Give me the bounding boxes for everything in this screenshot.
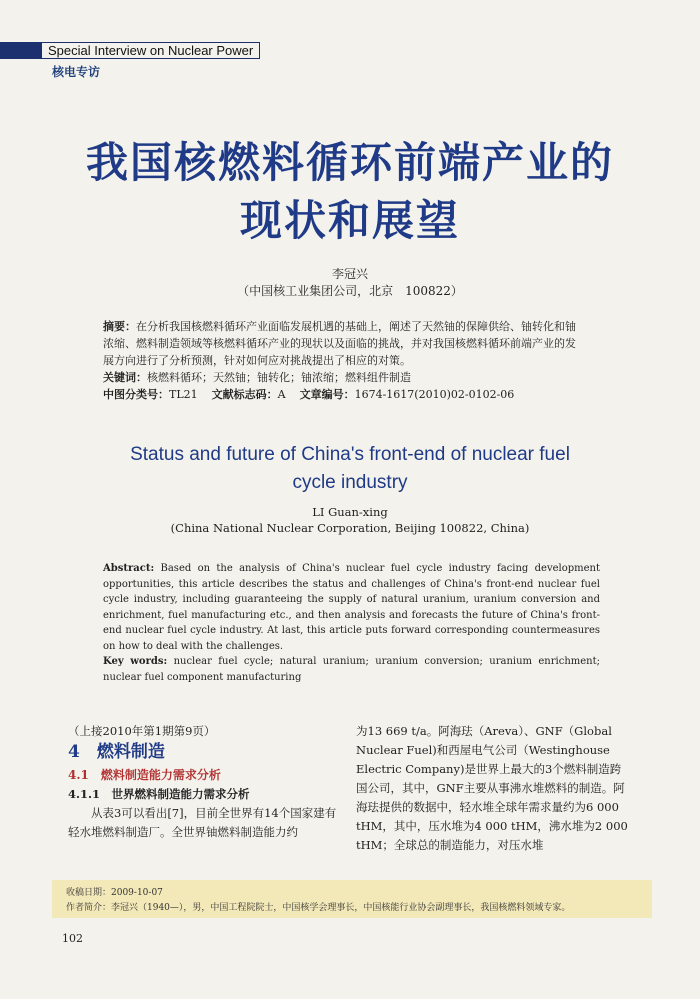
english-affiliation: (China National Nuclear Corporation, Beijing 100822, China) (170, 521, 530, 535)
subsection-heading: 4.1 燃料制造能力需求分析 (68, 768, 221, 782)
abstract-en-label: Abstract: (103, 563, 155, 574)
class-value: TL21 (169, 388, 198, 401)
article-number-label: 文章编号： (299, 388, 355, 401)
continued-note: （上接2010年第1期第9页） (68, 724, 216, 738)
english-keywords: Key words: nuclear fuel cycle; natural uranium; uranium conversion; uranium enrichment; nuclear fuel component manufacturing (103, 656, 600, 683)
chinese-title-line-2: 现状和展望 (239, 196, 460, 245)
header-color-block (0, 42, 42, 59)
chinese-author: 李冠兴 (331, 267, 368, 281)
page-number: 102 (62, 932, 83, 945)
english-abstract: Abstract: Based on the analysis of China's nuclear fuel cycle industry facing development opportunities, this article describes the status and challenges of China's front-end nuclear fuel cycle industry, including guaranteeing the supply of natural uranium, uranium conversion and enrichment, fuel manufacturing etc., and then analysis and forecasts the future of China's front-end nuclear fuel cycle industry. At last, this article puts forward corresponding countermeasures on how to deal with the challenges. (103, 563, 600, 652)
english-title-line-1: Status and future of China's front-end of nuclear fuel (130, 444, 570, 465)
column-subtitle: 核电专访 (52, 65, 101, 79)
keywords-en-label: Key words: (103, 656, 168, 667)
english-title-line-2: cycle industry (292, 472, 408, 493)
column-header-bar (0, 42, 290, 59)
chinese-affiliation: （中国核工业集团公司，北京 100822） (237, 284, 463, 298)
chinese-keywords: 关键词：核燃料循环；天然铀；铀转化；铀浓缩；燃料组件制造 (103, 371, 411, 384)
chinese-abstract-line: 浓缩、燃料制造领域等核燃料循环产业的现状以及面临的挑战，并对我国核燃料循环前端产业的发 (103, 337, 576, 350)
body-paragraph: 从表3可以看出[7]，目前全世界有14个国家建有轻水堆燃料制造厂。全世界铀燃料制造能力约 (68, 806, 337, 839)
class-label: 中图分类号： (103, 388, 169, 401)
classification-line (103, 386, 608, 403)
article-number-value: 1674-1617(2010)02-0102-06 (354, 388, 515, 401)
author-footnote (52, 880, 652, 918)
chinese-abstract-line: 展方向进行了分析预测，针对如何应对挑战提出了相应的对策。 (103, 354, 411, 367)
chinese-title-line-1: 我国核燃料循环前端产业的 (85, 138, 614, 187)
author-bio: 作者简介：李冠兴（1940—），男，中国工程院院士，中国核学会理事长，中国核能行业协会副理事长，我国核燃料领域专家。 (66, 903, 571, 913)
section-heading: 4 燃料制造 (68, 742, 165, 762)
chinese-abstract-line: 摘要：在分析我国核燃料循环产业面临发展机遇的基础上，阐述了天然铀的保障供给、铀转化和铀 (103, 320, 576, 333)
column-title: Special Interview on Nuclear Power (42, 42, 260, 59)
doc-code-value: A (277, 388, 286, 401)
english-author: LI Guan-xing (312, 505, 388, 519)
chinese-abstract-block (103, 318, 608, 403)
body-paragraph: 为13 669 t/a。阿海珐（Areva）、GNF（Global Nuclear Fuel)和西屋电气公司（Westinghouse Electric Company)是世界上最大的3个燃料制造跨国公司，其中，GNF主要从事沸水堆燃料的制造。阿海珐提供的数据中，轻水堆全球年需求量约为6 000 tHM，其中，压水堆为4 000 tHM，沸水堆为2 000 tHM；全球总的制造能力，对压水堆 (356, 724, 628, 852)
received-date: 收稿日期：2009-10-07 (66, 888, 163, 898)
english-title (0, 441, 700, 497)
keywords-label: 关键词： (103, 371, 147, 384)
body-column-right (356, 722, 632, 855)
doc-code-label: 文献标志码： (211, 388, 278, 401)
english-abstract-block (103, 561, 600, 685)
abstract-label: 摘要： (103, 320, 136, 333)
body-column-left (68, 722, 340, 842)
subsubsection-heading: 4.1.1 世界燃料制造能力需求分析 (68, 787, 250, 801)
